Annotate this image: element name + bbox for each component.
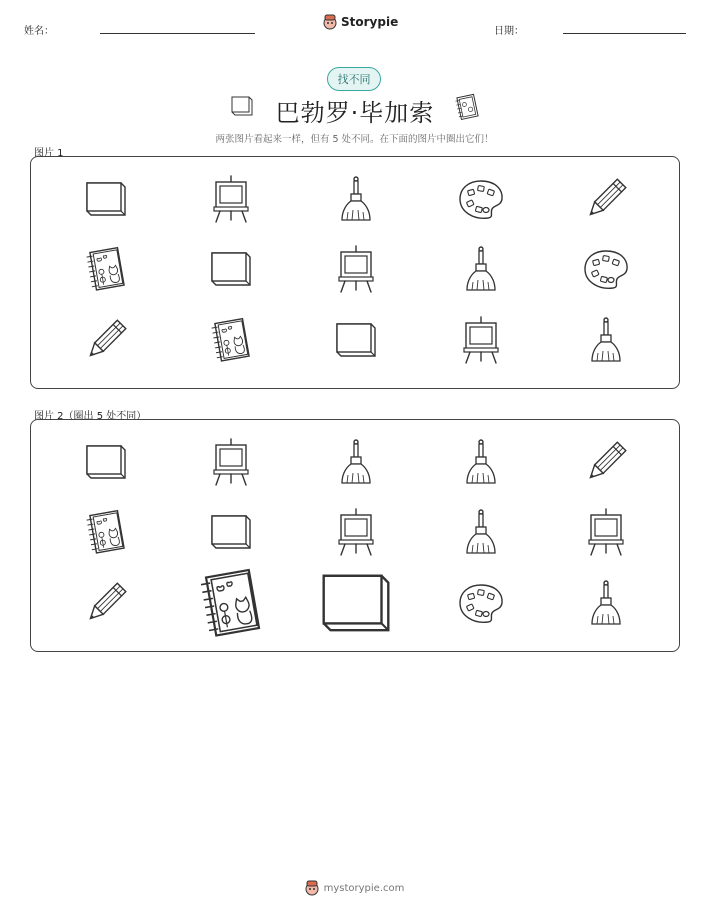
title-right-sketchbook-icon [453, 93, 481, 125]
name-label: 姓名： [24, 26, 54, 37]
footer [0, 880, 709, 896]
picture1-label: 图片 1 [34, 148, 64, 159]
storypie-mascot-icon [305, 880, 319, 896]
page-title: 巴勃罗·毕加索 [275, 99, 435, 127]
easel-icon[interactable] [326, 239, 386, 299]
easel-icon[interactable] [201, 432, 261, 492]
palette-icon[interactable] [451, 169, 511, 229]
instructions: 两张图片看起来一样，但有 5 处不同。在下面的图片中圈出它们！ [215, 134, 494, 145]
picture1-panel[interactable] [30, 156, 680, 389]
canvas-icon[interactable] [305, 552, 407, 654]
pencil-icon[interactable] [576, 432, 636, 492]
canvas-icon[interactable] [201, 502, 261, 562]
activity-badge: 找不同 [327, 67, 381, 91]
footer-url: mystorypie.com [323, 882, 405, 894]
paintbrush-icon[interactable] [451, 239, 511, 299]
pencil-icon[interactable] [576, 169, 636, 229]
picture2-panel[interactable] [30, 419, 680, 652]
paintbrush-icon[interactable] [576, 573, 636, 633]
canvas-icon[interactable] [326, 310, 386, 370]
palette-icon[interactable] [451, 573, 511, 633]
canvas-icon[interactable] [201, 239, 261, 299]
canvas-icon[interactable] [76, 169, 136, 229]
paintbrush-icon[interactable] [451, 502, 511, 562]
sketchbook-icon[interactable] [185, 557, 278, 650]
easel-icon[interactable] [576, 502, 636, 562]
paintbrush-icon[interactable] [326, 432, 386, 492]
pencil-icon[interactable] [76, 573, 136, 633]
picture2-label: 图片 2（圈出 5 处不同） [34, 411, 147, 422]
paintbrush-icon[interactable] [326, 169, 386, 229]
name-line[interactable] [100, 33, 255, 34]
date-line[interactable] [563, 33, 686, 34]
date-label: 日期： [494, 26, 524, 37]
storypie-mascot-icon [323, 14, 337, 30]
sketchbook-icon[interactable] [76, 502, 136, 562]
paintbrush-icon[interactable] [451, 432, 511, 492]
paintbrush-icon[interactable] [576, 310, 636, 370]
pencil-icon[interactable] [76, 310, 136, 370]
brand-logo [323, 14, 398, 30]
sketchbook-icon[interactable] [76, 239, 136, 299]
easel-icon[interactable] [451, 310, 511, 370]
palette-icon[interactable] [576, 239, 636, 299]
brand-name: Storypie [341, 15, 399, 29]
canvas-icon[interactable] [76, 432, 136, 492]
easel-icon[interactable] [201, 169, 261, 229]
sketchbook-icon[interactable] [201, 310, 261, 370]
